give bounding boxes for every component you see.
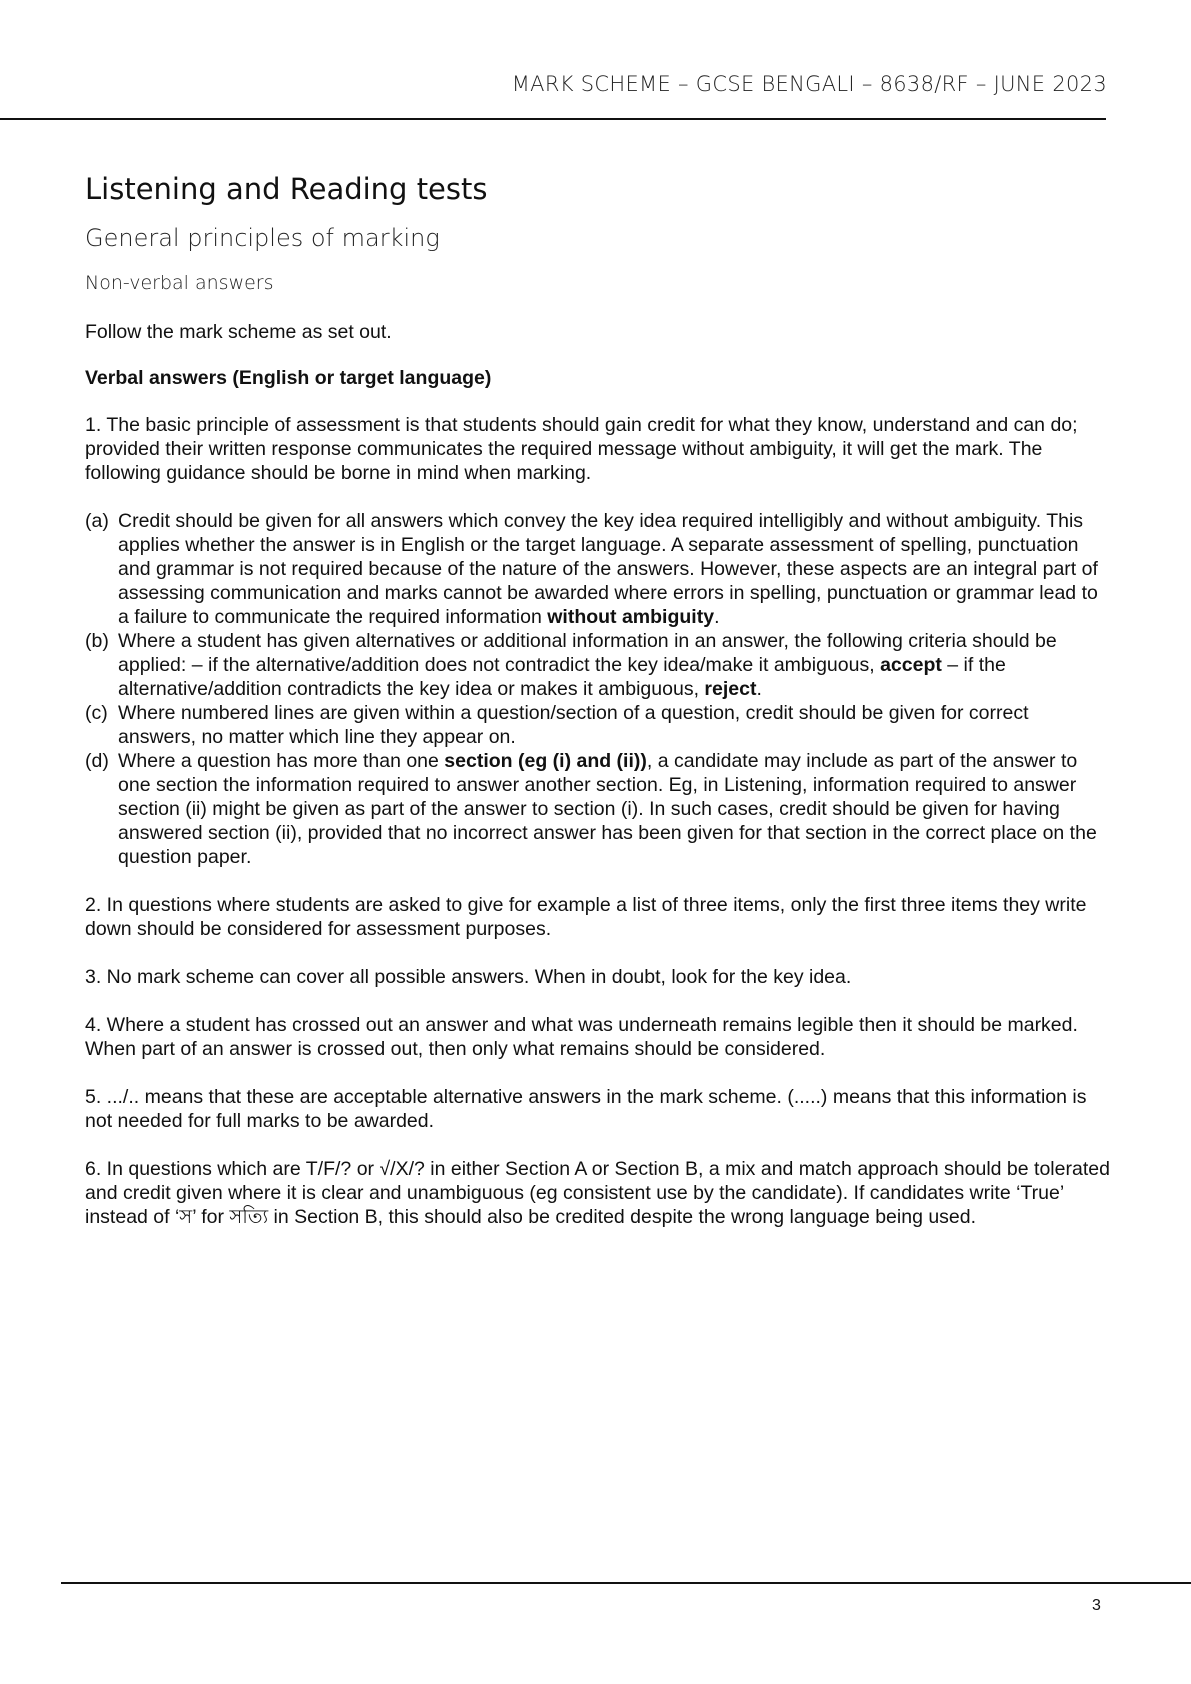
list-marker: (b) bbox=[85, 630, 109, 652]
guidance-list bbox=[85, 509, 1110, 869]
item-d-bold: section (eg (i) and (ii)) bbox=[444, 750, 647, 772]
item-a-text: Credit should be given for all answers which convey the key idea required intelligibly and without ambiguity. This applies whether the answer is in English or the target language. A separate assessment of spelling, punctuation and grammar is not required because of the nature of the answers. However, these aspects are an integral part of assessing communication and marks cannot be awarded where errors in spelling, punctuation or grammar lead to a failure to communicate the required information bbox=[118, 510, 1098, 628]
item-c-text: Where numbered lines are given within a question/section of a question, credit should be given for correct answers, no matter which line they appear on. bbox=[118, 702, 1029, 748]
item-d-end: , a candidate may include as part of the answer to one section the information required to answer another section. Eg, in Listening, information required to answer section (ii) might be given as part of the answer to section (i). In such cases, credit should be given for having answered section (ii), provided that no incorrect answer has been given for that section in the correct place on the question paper. bbox=[118, 750, 1097, 868]
list-marker: (a) bbox=[85, 510, 109, 532]
point-3: 3. No mark scheme can cover all possible answers. When in doubt, look for the key idea. bbox=[85, 966, 852, 988]
list-item-c bbox=[85, 701, 1110, 749]
point-6: 6. In questions which are T/F/? or √/X/? in either Section A or Section B, a mix and match approach should be tolerated and credit given where it is clear and unambiguous (eg consistent use by the candidate). If candidates write ‘True’ instead of ‘স’ for সত্যি in Section B, this should also be credited despite the wrong language being used. bbox=[85, 1158, 1110, 1228]
item-a-bold: without ambiguity bbox=[547, 606, 715, 628]
subheading-nonverbal: Non-verbal answers bbox=[85, 272, 274, 294]
page-number: 3 bbox=[1092, 1597, 1101, 1614]
nonverbal-text: Follow the mark scheme as set out. bbox=[85, 321, 392, 343]
point-5: 5. .../.. means that these are acceptable alternative answers in the mark scheme. (.....) means that this information is not needed for full marks to be awarded. bbox=[85, 1086, 1087, 1132]
header-rule bbox=[0, 118, 1106, 120]
item-a-end: . bbox=[714, 606, 720, 628]
list-item-b bbox=[85, 629, 1110, 701]
subtitle: General principles of marking bbox=[85, 224, 440, 252]
footer-rule bbox=[61, 1582, 1191, 1584]
point-2: 2. In questions where students are asked to give for example a list of three items, only the first three items they write down should be considered for assessment purposes. bbox=[85, 894, 1087, 940]
item-d-text: Where a question has more than one bbox=[118, 750, 445, 772]
page-content bbox=[85, 172, 1110, 1229]
verbal-heading: Verbal answers (English or target language) bbox=[85, 367, 492, 389]
item-b-bold-accept: accept bbox=[880, 654, 942, 676]
point-1: 1. The basic principle of assessment is that students should gain credit for what they know, understand and can do; provided their written response communicates the required message without ambiguity, it will get the mark. The following guidance should be borne in mind when marking. bbox=[85, 414, 1078, 484]
item-b-mid: – if the alternative/addition contradicts the key idea or makes it ambiguous, bbox=[118, 654, 1006, 700]
list-item-d bbox=[85, 749, 1110, 869]
list-marker: (c) bbox=[85, 702, 108, 724]
running-header: MARK SCHEME – GCSE BENGALI – 8638/RF – JUNE 2023 bbox=[511, 72, 1107, 96]
section-title: Listening and Reading tests bbox=[85, 172, 488, 206]
point-4: 4. Where a student has crossed out an answer and what was underneath remains legible then it should be marked. When part of an answer is crossed out, then only what remains should be considered. bbox=[85, 1014, 1078, 1060]
item-b-text: Where a student has given alternatives or additional information in an answer, the following criteria should be applied: – if the alternative/addition does not contradict the key idea/make it ambiguous, bbox=[118, 630, 1057, 676]
list-marker: (d) bbox=[85, 750, 109, 772]
item-b-bold-reject: reject bbox=[704, 678, 757, 700]
list-item-a bbox=[85, 509, 1110, 629]
item-b-end: . bbox=[756, 678, 762, 700]
